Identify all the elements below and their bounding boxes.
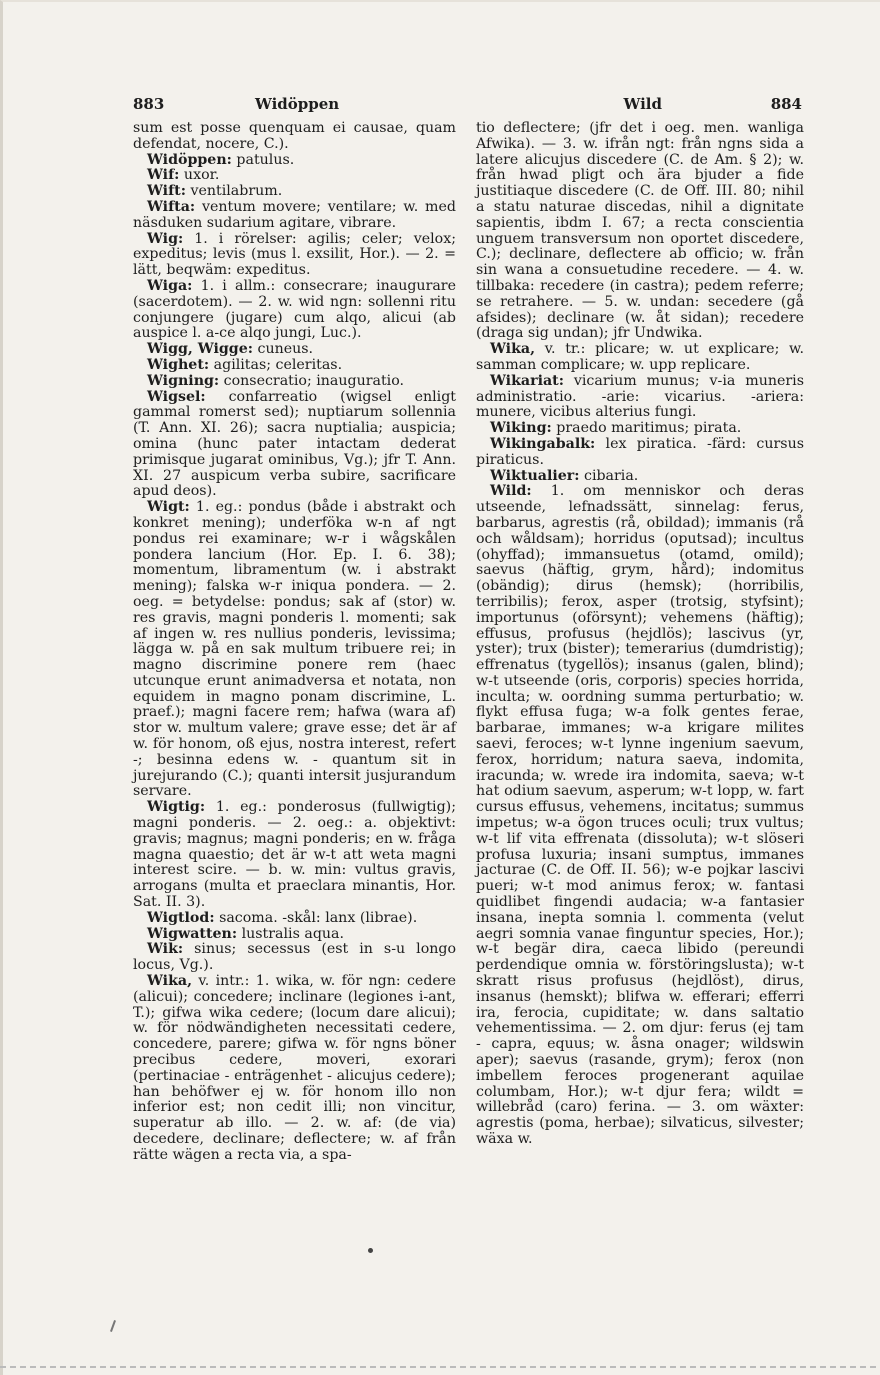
page-number-left: 883: [133, 95, 165, 113]
headword: Wighet:: [147, 356, 210, 373]
dictionary-entry: [476, 484, 804, 1147]
headword: Wiga:: [147, 277, 193, 294]
dictionary-entry: [133, 200, 456, 232]
definition: agilitas; celeritas.: [209, 356, 343, 373]
dictionary-entry: [133, 184, 456, 200]
headword: Wik:: [147, 941, 184, 958]
dictionary-entry: [133, 121, 456, 153]
headword: Wigning:: [147, 372, 220, 389]
definition: 1. i rörelser: agilis; celer; velox; expeditus; levis (mus l. exsilit, Hor.). — 2. = lätt, beqwäm: expeditus.: [133, 230, 456, 279]
dictionary-entry: [476, 437, 804, 469]
headword: Wif:: [147, 167, 180, 184]
definition: praedo maritimus; pirata.: [551, 420, 742, 437]
definition: vicarium munus; v-ia muneris administratio. -arie: vicarius. -ariera: munere, vicibus alterius fungi.: [476, 372, 804, 421]
dictionary-entry: [133, 153, 456, 169]
headword: Wigt:: [147, 499, 190, 516]
dictionary-entry: [476, 121, 804, 342]
dictionary-entry: [133, 927, 456, 943]
page-number-right: 884: [770, 95, 802, 113]
dictionary-entry: [133, 974, 456, 1164]
headword: Wild:: [490, 483, 532, 500]
ink-dot: [368, 1248, 373, 1253]
dictionary-entry: [133, 800, 456, 911]
headword: Wift:: [147, 183, 186, 200]
definition: 1. i allm.: consecrare; inaugurare (sacerdotem). — 2. w. wid ngn: sollenni ritu conjungere (jugare) cum alqo, alicui (ab auspice l. a-ce alqo jungi, Luc.).: [133, 277, 456, 342]
dictionary-entry: [476, 421, 804, 437]
definition: lex piratica. -färd: cursus piraticus.: [476, 435, 804, 468]
dictionary-entry: [133, 168, 456, 184]
definition: tio deflectere; (jfr det i oeg. men. wanliga Afwika). — 3. w. ifrån ngt: från ngns sida a latere alicujus discedere (C. de Am. § 2); w. från hwad pligt och ära bjuder a fide justitiaque discedere (C. de Off. III. 80; nihil a statu naturae discedas, nihil a dignitate sapientis, ibdm I. 67; a recta conscientia unguem transversum non oportet discedere, C.); declinare, deflectere ab officio; w. från sin wana a consuetudine recedere. — 4. w. tillbaka: recedere (in castra); pedem referre; se retrahere. — 5. w. undan: secedere (gå afsides); declinare (w. åt sidan); recedere (draga sig undan); jfr Undwika.: [476, 120, 804, 342]
dictionary-entry: [133, 390, 456, 501]
scan-bottom-edge: [0, 1366, 880, 1368]
dictionary-entry: [133, 911, 456, 927]
headword: Wigsel:: [147, 388, 206, 405]
dictionary-entry: [133, 500, 456, 800]
headword: Wigg, Wigge:: [147, 341, 253, 358]
definition: consecratio; inauguratio.: [219, 372, 405, 389]
definition: v. tr.: plicare; w. ut explicare; w. samman complicare; w. upp replicare.: [476, 341, 804, 373]
headword: Wigtlod:: [147, 909, 215, 926]
guide-word-right: Wild: [623, 95, 662, 113]
dictionary-entry: [133, 279, 456, 342]
definition: 1. eg.: ponderosus (fullwigtig); magni ponderis. — 2. oeg.: a. objektivt: gravis; magnus; magni ponderis; en w. fråga magna quaestio; det är w-t att weta magni interest scire. — b. w. min: vultus gravis, arrogans (multa et praeclara minantis, Hor. Sat. II. 3).: [133, 799, 456, 911]
definition: confarreatio (wigsel enligt gammal romerst sed); nuptiarum sollennia (T. Ann. XI. 26); sacra nuptialia; auspicia; omina (hunc pater intactam dederat primisque jugarat ominibus, Vg.); jfr T. Ann. XI. 27 auspicum verba subire, sacrificare apud deos).: [133, 388, 456, 500]
dictionary-entry: [133, 374, 456, 390]
definition: lustralis aqua.: [237, 925, 345, 942]
headword: Wiking:: [490, 420, 552, 437]
definition: v. intr.: 1. wika, w. för ngn: cedere (alicui); concedere; inclinare (legiones i-ant, T.); gifwa wika cedere; (locum dare alicui); w. för nödwändigheten necessitati cedere, concedere, parere; gifwa w. för ngns böner precibus cedere, moveri, exorari (pertinaciae - enträgenhet - alicujus cedere); han behöfwer ej w. för honom illo non inferior est; non cedit illi; non vincitur, superatur ab illo. — 2. w. af: (de via) decedere, declinare; deflectere; w. af från rätte wägen a recta via, a spa-: [133, 973, 456, 1163]
headword: Widöppen:: [147, 151, 232, 168]
definition: ventilabrum.: [185, 183, 283, 200]
right-column: [476, 121, 804, 1148]
dictionary-entry: [476, 374, 804, 421]
headword: Wifta:: [147, 198, 196, 215]
definition: 1. om menniskor och deras utseende, lefnadssätt, sinnelag: ferus, barbarus, agrestis (rå, obildad); immanis (rå och wåldsam); horridus (oputsad); incultus (ohyffad); immansuetus (otamd, omild); saevus (häftig, grym, hård); indomitus (obändig); dirus (hemsk); (horribilis, terribilis); ferox, asper (trotsig, styfsint); importunus (oförsynt); vehemens (häftig); effusus, profusus (hejdlös); lascivus (yr, yster); trux (bister); temerarius (dumdristig); effrenatus (tygellös); insanus (galen, blind); w-t utseende (oris, corporis) species horrida, inculta; w. oordning summa perturbatio; w. flykt effusa fuga; w-a folk gentes ferae, barbarae, immanes; w-a krigare milites saevi, feroces; w-t lynne ingenium saevum, ferox, horridum; natura saeva, indomita, iracunda; w. wrede ira indomita, saeva; w-t hat odium saevum, asperum; w-t lopp, w. fart cursus effusus, vehemens, incitatus; summus impetus; w-a ögon truces oculi; trux vultus; w-t lif vita effrenata (dissoluta); w-t slöseri profusa luxuria; insani sumptus, immanes jacturae (C. de Off. II. 56); w-e pojkar lascivi pueri; w-t mod animus ferox; w. fantasi quidlibet fingendi audacia; w-a fantasier insana, inepta somnia l. commenta (velut aegri somnia vanae finguntur species, Hor.); w-t begär dira, caeca libido (pereundi perdendique omnia w. förstöringslusta); w-t skratt risus profusus (hejdlöst), dirus, insanus (hemskt); blifwa w. efferari; efferri ira, ferocia, cupiditate; w. dans saltatio vehementissima. — 2. om djur: ferus (ej tam - capra, equus; w. åsna onager; wildswin aper); saevus (rasande, grym); ferox (non imbellem feroces progenerant aquilae columbam, Hor.); w-t djur fera; wildt = willebråd (caro) ferina. — 3. om wäxter: agrestis (poma, herbae); silvaticus, silvester; wäxa w.: [476, 483, 804, 1147]
definition: cibaria.: [579, 467, 639, 484]
dictionary-entry: [476, 342, 804, 374]
dictionary-entry: [133, 342, 456, 358]
definition: cuneus.: [252, 341, 314, 358]
definition: sacoma. -skål: lanx (librae).: [214, 909, 418, 926]
definition: patulus.: [231, 151, 295, 168]
dictionary-entry: [133, 358, 456, 374]
definition: sum est posse quenquam ei causae, quam defendat, nocere, C.).: [133, 120, 456, 152]
headword: Wigtig:: [147, 799, 206, 816]
headword: Wiktualier:: [490, 467, 580, 484]
headword: Wika,: [147, 973, 193, 990]
stray-mark: [110, 1320, 116, 1332]
headword: Wikariat:: [490, 372, 564, 389]
definition: ventum movere; ventilare; w. med näsduken sudarium agitare, vibrare.: [133, 198, 456, 231]
guide-word-left: Widöppen: [255, 95, 340, 113]
headword: Wig:: [147, 230, 184, 247]
definition: sinus; secessus (est in s-u longo locus, Vg.).: [133, 941, 456, 974]
left-column: [133, 121, 456, 1164]
dictionary-entry: [476, 469, 804, 485]
definition: 1. eg.: pondus (både i abstrakt och konkret mening); underföka w-n af ngt pondus rei examinare; w-r i wågskålen pondera lancium (Hor. Ep. I. 6. 38); momentum, libramentum (w. i abstrakt mening); falska w-r iniqua pondera. — 2. oeg. = betydelse: pondus; sak af (stor) w. res gravis, magni ponderis l. momenti; sak af ingen w. res nullius ponderis, levissima; lägga w. på en sak multum tribuere rei; in magno discrimine ponere rem (haec utcunque erunt animadversa et notata, non equidem in magno ponam discrimine, L. praef.); magni facere rem; hafwa (wara af) stor w. multum valere; grave esse; det är af w. för honom, oß ejus, nostra interest, refert -; besinna edens w. - quantum sit in jurejurando (C.); quanti intersit jusjurandum servare.: [133, 499, 456, 800]
headword: Wigwatten:: [147, 925, 238, 942]
dictionary-entry: [133, 942, 456, 974]
dictionary-entry: [133, 232, 456, 279]
headword: Wika,: [490, 341, 536, 358]
definition: uxor.: [179, 167, 220, 184]
page-header: [133, 95, 802, 115]
headword: Wikingabalk:: [490, 435, 596, 452]
